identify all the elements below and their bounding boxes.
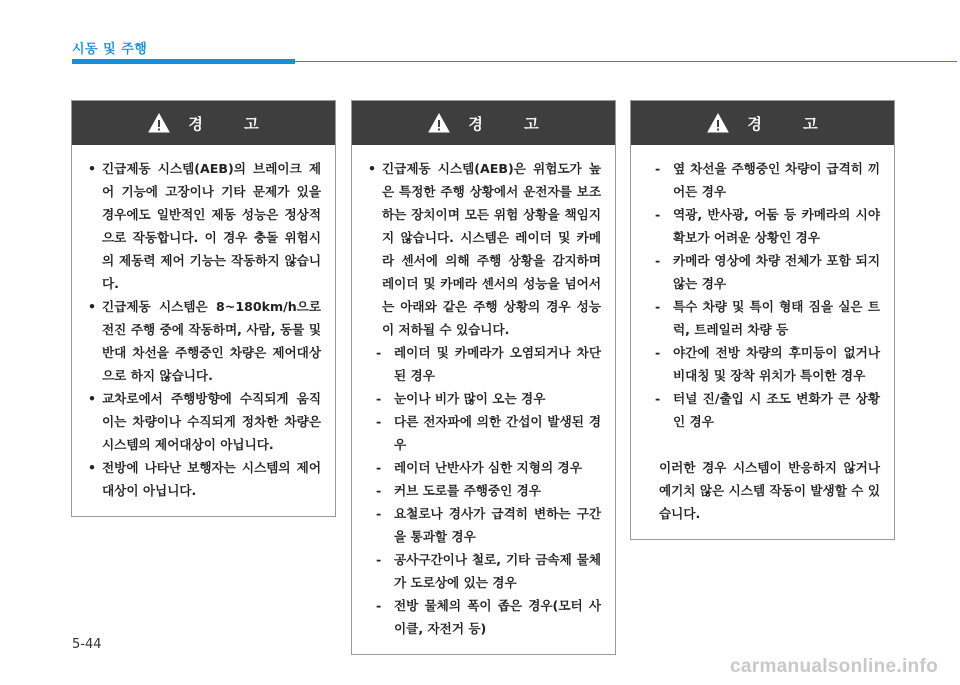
dash-item: - 커브 도로를 주행중인 경우 — [368, 479, 601, 502]
warning-header — [631, 101, 894, 145]
dash-item: - 야간에 전방 차량의 후미등이 없거나 비대칭 및 장착 위치가 특이한 경우 — [647, 341, 880, 387]
warning-body — [631, 145, 894, 539]
bullet-item: • 전방에 나타난 보행자는 시스템의 제어대상이 아닙니다. — [88, 456, 321, 502]
dash-item: - 특수 차량 및 특이 형태 짐을 실은 트럭, 트레일러 차량 등 — [647, 295, 880, 341]
warning-body — [352, 145, 615, 654]
warning-header — [352, 101, 615, 145]
warning-header — [72, 101, 335, 145]
dash-item: - 요철로나 경사가 급격히 변하는 구간을 통과할 경우 — [368, 502, 601, 548]
warning-box-3 — [630, 100, 895, 540]
warning-title: 경 고 — [468, 114, 557, 133]
warning-title: 경 고 — [747, 114, 836, 133]
bullet-item: • 긴급제동 시스템(AEB)은 위험도가 높은 특정한 주행 상황에서 운전자를 보조하는 장치이며 모든 위험 상황을 책임지지 않습니다. 시스템은 레이더 및 카메라 센서에 의해 주행 상황을 감지하며 레이더 및 카메라 센서의 성능을 넘어서는 아래와 같은 주행 상황의 경우 성능이 저하될 수 있습니다. — [368, 157, 601, 341]
warning-triangle-icon — [428, 113, 450, 133]
warning-box-1 — [71, 100, 336, 517]
dash-item: - 전방 물체의 폭이 좁은 경우(모터 사이클, 자전거 등) — [368, 594, 601, 640]
dash-item: - 레이더 및 카메라가 오염되거나 차단된 경우 — [368, 341, 601, 387]
dash-item: - 공사구간이나 철로, 기타 금속제 물체가 도로상에 있는 경우 — [368, 548, 601, 594]
warning-title: 경 고 — [188, 114, 277, 133]
watermark: carmanualsonline.info — [730, 656, 938, 677]
bullet-item: • 교차로에서 주행방향에 수직되게 움직이는 차량이나 수직되게 정차한 차량은 시스템의 제어대상이 아닙니다. — [88, 387, 321, 456]
dash-item: - 눈이나 비가 많이 오는 경우 — [368, 387, 601, 410]
page-number: 5-44 — [72, 637, 102, 652]
warning-box-2 — [351, 100, 616, 655]
section-title: 시동 및 주행 — [72, 42, 148, 57]
bullet-item: • 긴급제동 시스템(AEB)의 브레이크 제어 기능에 고장이나 기타 문제가 있을 경우에도 일반적인 제동 성능은 정상적으로 작동합니다. 이 경우 충돌 위험시의 제동력 제어 기능는 작동하지 않습니다. — [88, 157, 321, 295]
dash-item: - 레이더 난반사가 심한 지형의 경우 — [368, 456, 601, 479]
warning-body — [72, 145, 335, 516]
dash-item: - 옆 차선을 주행중인 차량이 급격히 끼어든 경우 — [647, 157, 880, 203]
dash-item: - 역광, 반사광, 어둠 등 카메라의 시야 확보가 어려운 상황인 경우 — [647, 203, 880, 249]
spacer — [647, 433, 880, 456]
warning-triangle-icon — [148, 113, 170, 133]
dash-item: - 다른 전자파에 의한 간섭이 발생된 경우 — [368, 410, 601, 456]
note-paragraph: 이러한 경우 시스템이 반응하지 않거나 예기치 않은 시스템 작동이 발생할 수 있습니다. — [659, 460, 880, 521]
bullet-item: • 긴급제동 시스템은 8~180km/h으로 전진 주행 중에 작동하며, 사람, 동물 및 반대 차선을 주행중인 차량은 제어대상으로 하지 않습니다. — [88, 295, 321, 387]
header-rule-thin — [295, 61, 957, 62]
dash-item: - 터널 진/출입 시 조도 변화가 큰 상황인 경우 — [647, 387, 880, 433]
header-rule-thick — [72, 59, 295, 64]
dash-item: - 카메라 영상에 차량 전체가 포함 되지 않는 경우 — [647, 249, 880, 295]
warning-triangle-icon — [707, 113, 729, 133]
